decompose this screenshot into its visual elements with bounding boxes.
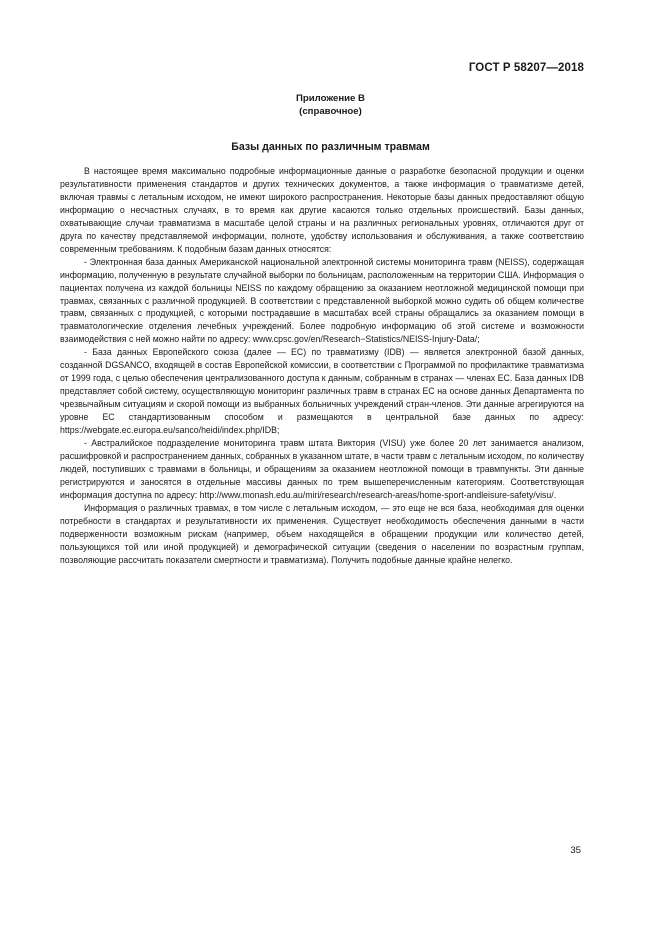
document-body — [60, 165, 584, 567]
visu-paragraph: - Австралийское подразделение мониторинга травм штата Виктория (VISU) уже более 20 лет занимается анализом, расшифровкой и распространением данных, собранных в указанном штате, в части травм с летальным исходом, по количеству людей, поступивших с травмами в больницы, и обращениям за оказанием неотложной помощи в травмпункты. Эти данные регистрируются и заносятся в отдельные массивы данных по трем вышеперечисленным категориям. Соответствующая информация доступна по адресу: http://www.monash.edu.au/miri/research/research-areas/home-sport-andleisure-safety/visu/. — [60, 438, 584, 500]
document-designation: ГОСТ Р 58207—2018 — [468, 62, 584, 74]
annex-subtitle: (справочное) — [299, 106, 362, 117]
annex-heading — [0, 92, 661, 118]
conclusion-paragraph: Информация о различных травмах, в том числе с летальным исходом, — это еще не вся база, необходимая для оценки потребности в стандартах и результативности их применения. Существует необходимость обеспечения данными в части подверженности возможным рискам (например, объем находящейся в обращении продукции или количество детей, пользующихся той или иной продукцией) и демографической ситуации (сведения о населении по возрастным группам, позволяющие рассчитать показатели смертности и травматизма). Получить подобные данные крайне нелегко. — [60, 502, 584, 565]
idb-paragraph: - База данных Европейского союза (далее — ЕС) по травматизму (IDB) — является электронной базой данных, созданной DGSANCO, входящей в состав Европейской комиссии, в соответствии с Программой по профилактике травматизма от 1999 года, с целью обеспечения централизованного доступа к данным, собранным в странах — членах ЕС. База данных IDB представляет собой систему, осуществляющую мониторинг различных травм в странах ЕС на основе данных Департамента по чрезвычайным ситуациям и скорой помощи из выбранных больничных учреждений стран-членов. Эти данные агрегируются на уровне ЕС стандартизованным способом и размещаются в центральной базе данных по адресу: https://webgate.ec.europa.eu/sanco/heidi/index.php/IDB; — [60, 347, 584, 436]
page-number: 35 — [570, 845, 581, 856]
section-title: Базы данных по различным травмам — [231, 141, 430, 153]
annex-title: Приложение В — [296, 93, 365, 104]
neiss-paragraph: - Электронная база данных Американской национальной электронной системы мониторинга травм (NEISS), содержащая информацию, полученную в результате случайной выборки по больницам, расположенным на территории США. Информация о пациентах получена из каждой больницы NEISS по каждому обращению за оказанием неотложной медицинской помощи при травмах, связанных с различной продукцией. В соответствии с представленной выборкой можно судить об общем количестве травм, связанных с продукцией, с которыми пострадавшие в масштабах всей страны обращались за оказанием помощи в травматологические отделения лечебных учреждений. Более подробную информацию об этой системе и возможности взаимодействия с ней можно найти по адресу: www.cpsc.gov/en/Research−Statistics/NEISS-Injury-Data/; — [60, 256, 584, 345]
intro-paragraph: В настоящее время максимально подробные информационные данные о разработке безопасной продукции и оценки результативности применения стандартов и других технических документов, а также информация о травматизме детей, включая травмы с летальным исходом, не имеют широкого распространения. Некоторые базы данных предоставляют общую информацию о несчастных случаях, в то время как другие касаются только отдельных происшествий. Базы данных, охватывающие случаи травматизма в масштабе целой страны и на различных региональных уровнях, отличаются друг от друга по качеству представляемой информации, полноте, удобству использования и обслуживания, а также соответствию современным требованиям. К подобным базам данных относятся: — [60, 166, 584, 254]
